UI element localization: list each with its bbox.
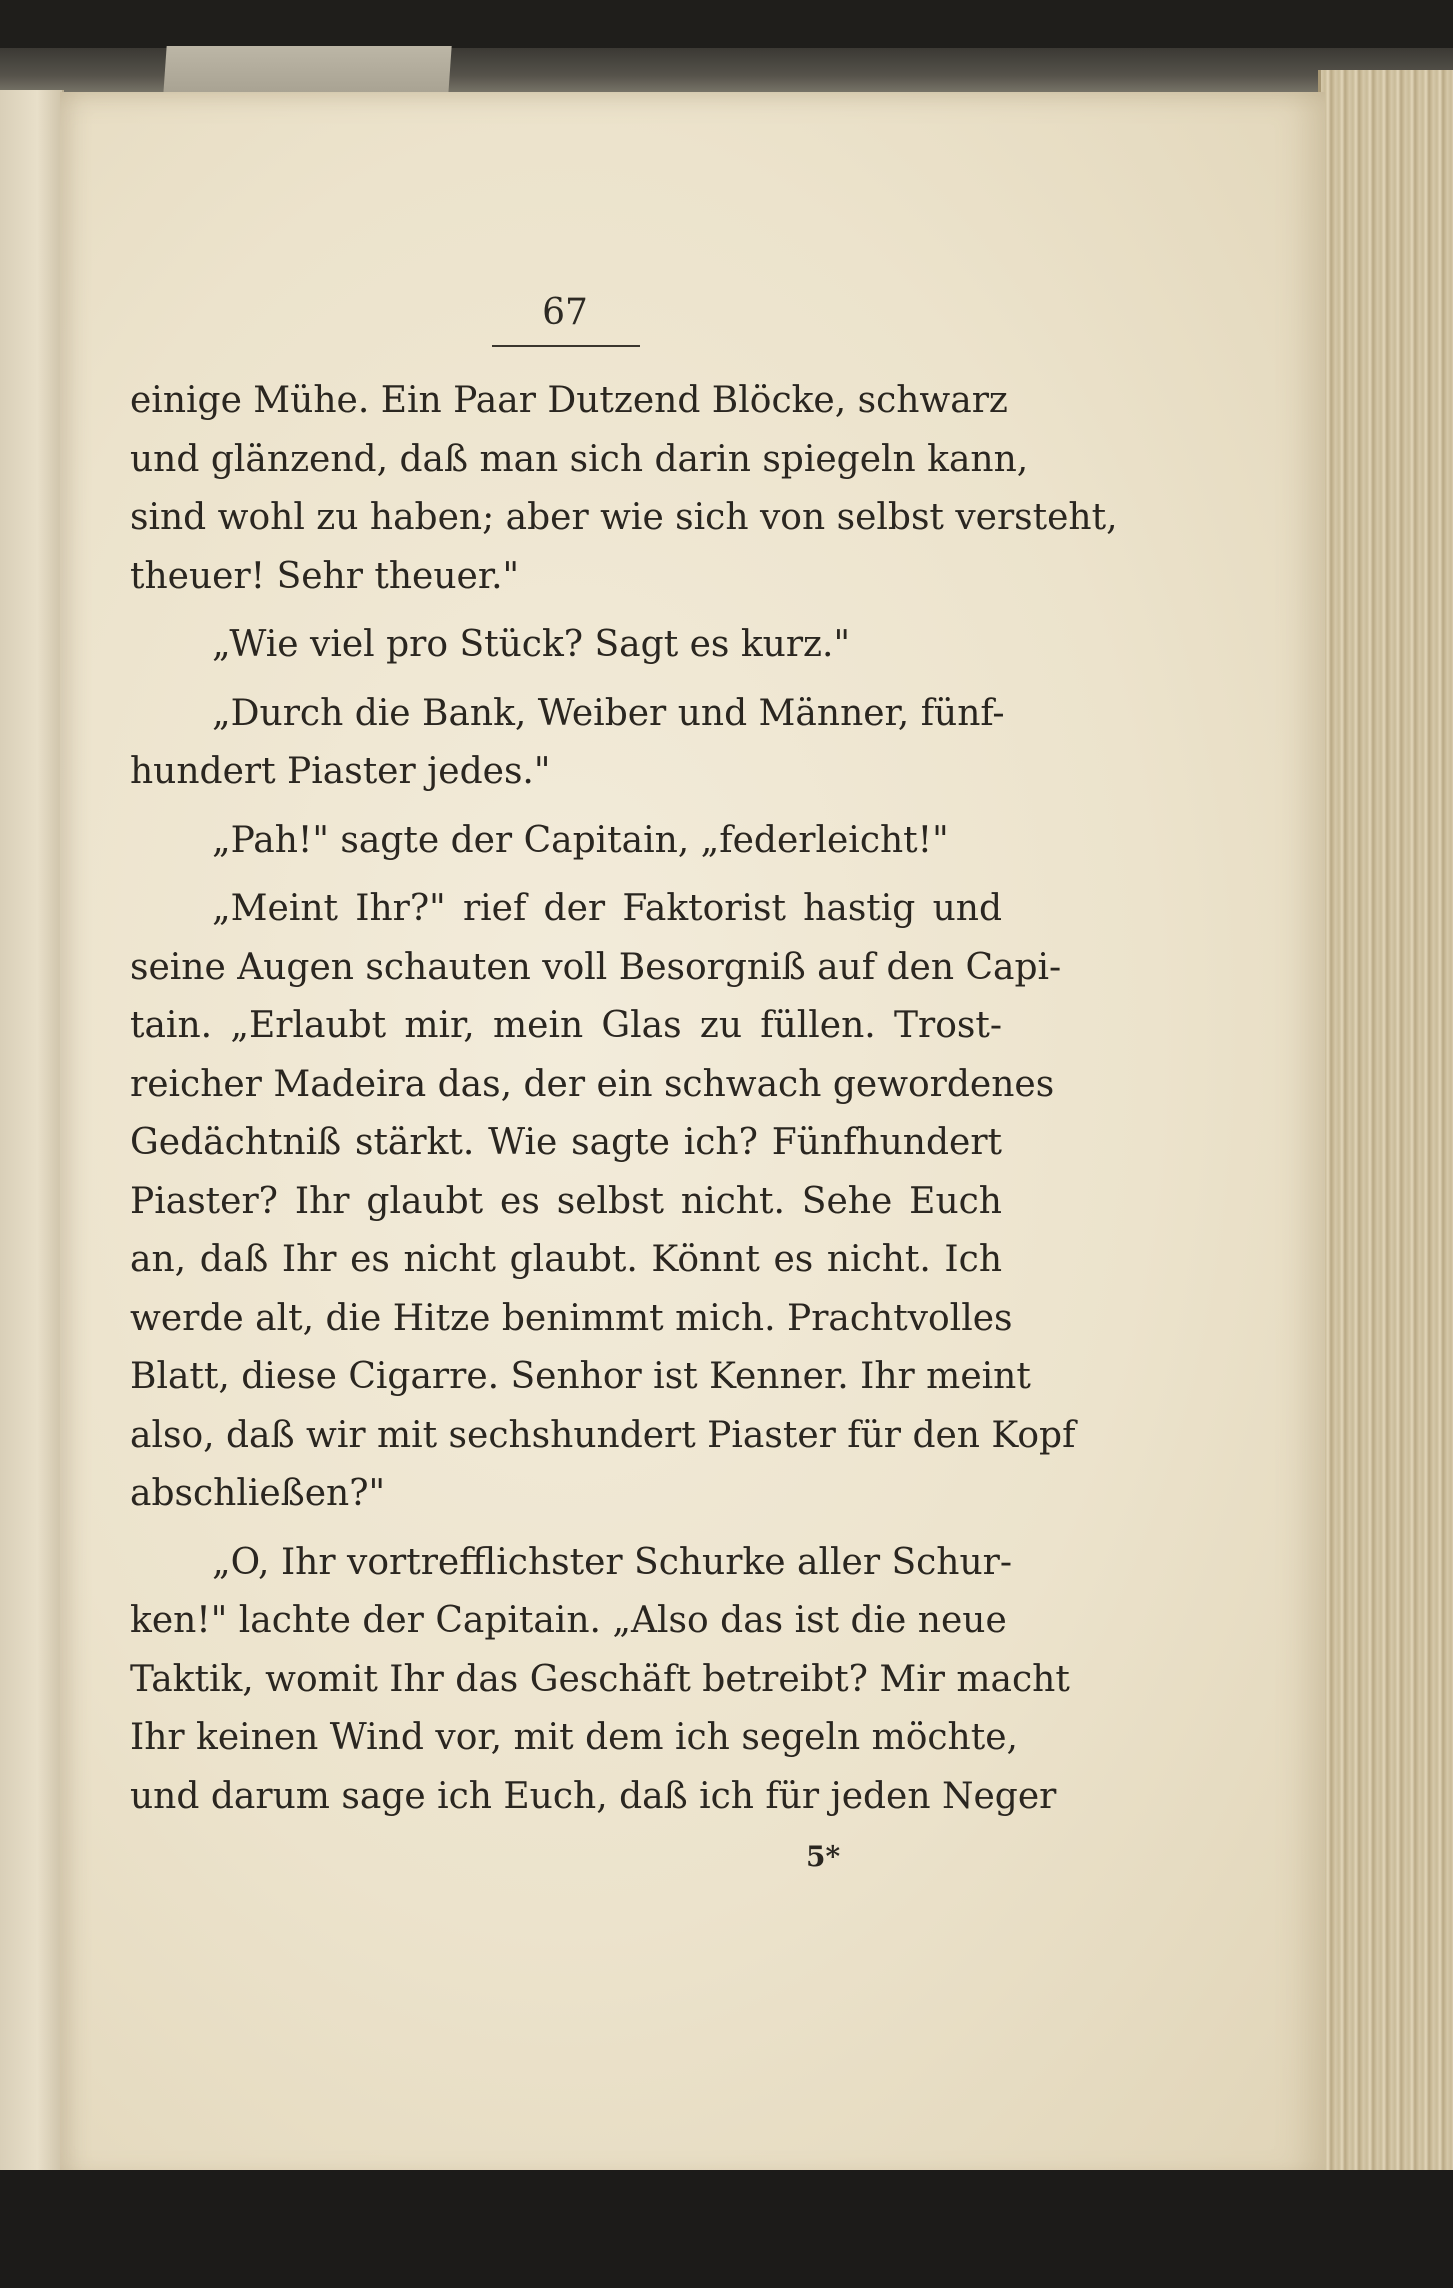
text-line: Gedächtniß stärkt. Wie sagte ich? Fünfhundert <box>130 1122 1002 1163</box>
text-line: einige Mühe. Ein Paar Dutzend Blöcke, schwarz <box>130 380 1008 421</box>
signature-mark: 5* <box>806 1840 841 1873</box>
text-line: theuer! Sehr theuer." <box>130 555 520 597</box>
body-text <box>130 372 1118 1826</box>
text-line: „Durch die Bank, Weiber und Männer, fünf- <box>212 692 1005 734</box>
text-line: Blatt, diese Cigarre. Senhor ist Kenner. Ihr meint <box>130 1356 1031 1397</box>
text-line: sind wohl zu haben; aber wie sich von selbst versteht, <box>130 497 1118 538</box>
header-rule <box>492 345 640 347</box>
text-line: werde alt, die Hitze benimmt mich. Prachtvolles <box>130 1297 1013 1339</box>
text-line: „Meint Ihr?" rief der Faktorist hastig und <box>212 888 1002 929</box>
text-line: reicher Madeira das, der ein schwach gewordenes <box>130 1063 1055 1105</box>
left-page-edge <box>0 90 64 2170</box>
page-edges-stack <box>1318 70 1453 2210</box>
text-line: und darum sage ich Euch, daß ich für jeden Neger <box>130 1775 1057 1817</box>
text-line: Ihr keinen Wind vor, mit dem ich segeln möchte, <box>130 1717 1018 1758</box>
text-line: seine Augen schauten voll Besorgniß auf den Capi- <box>130 946 1062 988</box>
text-line: hundert Piaster jedes." <box>130 751 551 792</box>
page-number: 67 <box>542 292 588 333</box>
binding-tape <box>163 46 451 94</box>
text-line: also, daß wir mit sechshundert Piaster für den Kopf <box>130 1414 1076 1456</box>
text-line: und glänzend, daß man sich darin spiegeln kann, <box>130 438 1029 480</box>
scanner-bottom-edge <box>0 2170 1453 2288</box>
text-line: Taktik, womit Ihr das Geschäft betreibt? Mir macht <box>130 1658 1070 1700</box>
text-line: „Pah!" sagte der Capitain, „federleicht!" <box>212 819 949 861</box>
text-line: Piaster? Ihr glaubt es selbst nicht. Sehe Euch <box>130 1180 1002 1222</box>
text-line: tain. „Erlaubt mir, mein Glas zu füllen. Trost- <box>130 1005 1002 1046</box>
text-line: ken!" lachte der Capitain. „Also das ist die neue <box>130 1600 1007 1641</box>
text-line: an, daß Ihr es nicht glaubt. Könnt es nicht. Ich <box>130 1239 1002 1280</box>
text-line: „Wie viel pro Stück? Sagt es kurz." <box>212 624 850 665</box>
text-line: abschließen?" <box>130 1473 386 1514</box>
text-line: „O, Ihr vortrefflichster Schurke aller Schur- <box>212 1541 1013 1583</box>
